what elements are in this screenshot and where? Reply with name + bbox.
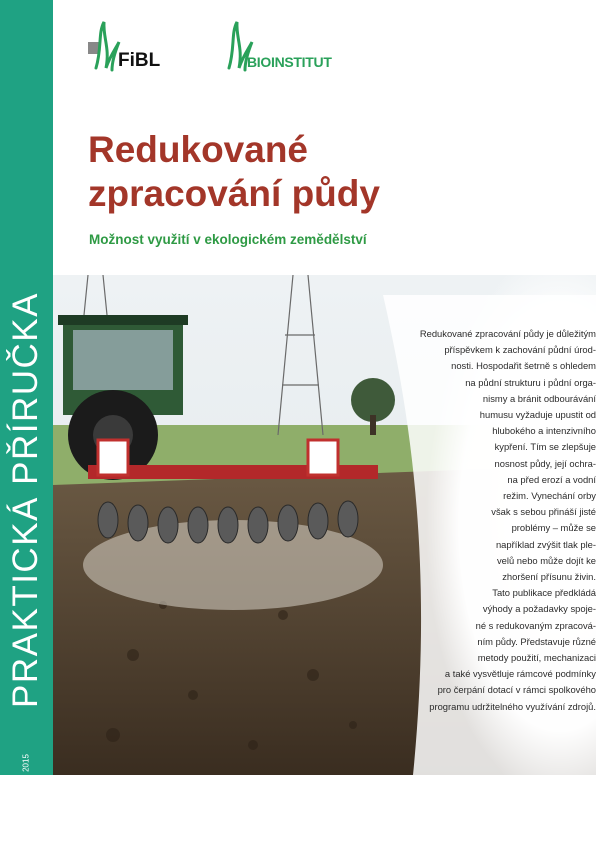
fibl-logo-mark-icon [88,18,122,74]
intro-line: humusu vyžaduje upustit od [479,409,596,421]
intro-line: Tato publikace předkládá [492,587,596,599]
fibl-logo-text: FiBL [118,50,161,71]
bioinstitut-logo-text: BIOINSTITUT [247,54,332,70]
cover-photo [53,275,596,775]
intro-line: nosnost půdy, její ochra- [494,457,596,469]
intro-line: výhody a požadavky spoje- [482,603,596,615]
intro-line: nismy a bránit odbourávání [482,392,596,404]
publication-year: 2015 [21,754,31,772]
intro-line: programu udržitelného využívání zdrojů. [429,700,596,712]
intro-line: né s redukovaným zpracová- [475,619,596,631]
intro-line: hlubokého a intenzivního [492,425,596,437]
intro-line: na půdní strukturu i půdní orga- [465,376,596,388]
intro-line: zhoršení přísunu živin. [502,571,596,583]
intro-line: příspěvkem k zachování půdní úrod- [444,344,596,356]
intro-line: a také vysvětluje rámcové podmínky [444,668,596,680]
page-title [88,128,380,216]
sidebar-band [0,0,53,775]
intro-line: ním půdy. Představuje různé [477,635,596,647]
intro-line: na před erozí a vodní [507,473,596,485]
intro-line: nosti. Hospodařit šetrně s ohledem [451,360,596,372]
intro-line: problémy – může se [511,522,596,534]
title-line-2: zpracování půdy [88,173,380,214]
page-subtitle: Možnost využití v ekologickém zemědělství [89,232,367,247]
bioinstitut-logo [223,18,332,74]
intro-line: metody použití, mechanizaci [477,652,596,664]
intro-line: pro čerpání dotací v rámci spolkového [437,684,596,696]
intro-line: kypření. Tím se zlepšuje [494,441,596,453]
intro-line: například zvýšit tlak ple- [495,538,596,550]
sidebar-label: PRAKTICKÁ PŘÍRUČKA [6,292,45,708]
fibl-logo [88,18,160,74]
intro-line: Redukované zpracování půdy je důležitým [419,328,596,339]
title-line-1: Redukované [88,129,309,170]
intro-line: však s sebou přináší jisté [491,506,596,518]
intro-text [323,275,596,775]
intro-line: režim. Vynechání orby [503,490,596,502]
intro-line: velů nebo může dojít ke [496,554,596,566]
